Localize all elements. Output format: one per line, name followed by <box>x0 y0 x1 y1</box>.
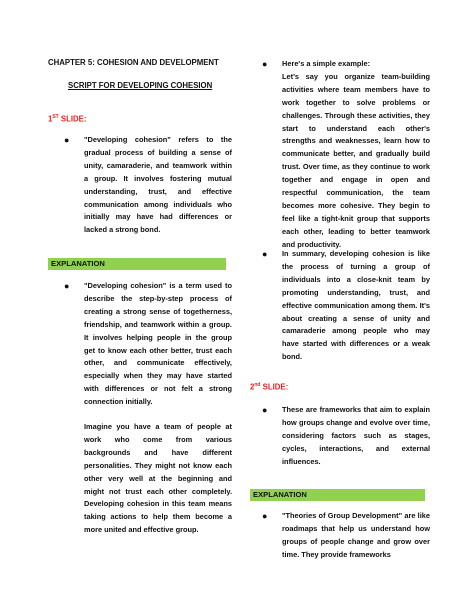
slide-1-suffix: SLIDE: <box>58 114 87 124</box>
imagine-paragraph: Imagine you have a team of people at work who come from various backgrounds and have different personalities. They might not know each other very well at the beginning and might not trust each other completely. Developing cohesion in this team means taking actions to help them become a more united and effective group. <box>84 422 232 535</box>
slide-1-superscript: ST <box>52 114 59 120</box>
bullet-dot-icon: ● <box>64 135 70 145</box>
explanation-heading-1: EXPLANATION <box>48 258 226 270</box>
slide-1-number: 1 <box>48 114 53 124</box>
theories-bullet-text: "Theories of Group Development" are like roadmaps that help us understand how groups of people change and grow over time. They provide frameworks <box>282 511 430 559</box>
bullet-dot-icon: ● <box>64 281 70 291</box>
bullet-dot-icon: ● <box>262 511 268 521</box>
summary-bullet <box>262 248 432 362</box>
slide-2-heading <box>250 382 288 392</box>
bullet-dot-icon: ● <box>262 249 268 259</box>
theories-bullet <box>262 510 432 570</box>
example-heading: Here's a simple example: <box>282 59 371 68</box>
bullet-dot-icon: ● <box>262 405 268 415</box>
slide-2-suffix: SLIDE: <box>260 382 289 392</box>
explanation-bullet-text: "Developing cohesion" is a term used to describe the step-by-step process of creating a strong sense of togetherness, friendship, and teamwork within a group. It involves helping people in the group get to know each other better, trust each other, and communicate effectively, especially when they may have started with differences or not felt a strong connection initially. <box>84 281 232 407</box>
slide-2-number: 2 <box>250 382 255 392</box>
explanation-bullet <box>64 280 232 415</box>
chapter-title: CHAPTER 5: COHESION AND DEVELOPMENT <box>48 58 219 67</box>
slide-2-bullet-text: These are frameworks that aim to explain how groups change and evolve over time, considering factors such as stages, cycles, interactions, and external influences. <box>282 405 430 466</box>
slide-2-superscript: nd <box>254 382 261 388</box>
example-body: Let's say you organize team-building activities where team members have to work together to solve problems or challenges. Through these activities, they start to understand each other's strengths and weaknesses, learn how to communicate better, and gradually build trust. Over time, as they continue to work together and engage in open and respectful communication, the team becomes more cohesive. They begin to feel like a tight-knit group that supports each other, leading to better teamwork and productivity. <box>282 71 430 249</box>
bullet-dot-icon: ● <box>262 59 268 69</box>
explanation-heading-2: EXPLANATION <box>250 489 425 501</box>
slide-1-heading <box>48 114 86 124</box>
example-text <box>282 58 430 252</box>
slide-2-bullet <box>262 404 432 474</box>
slide-1-bullet-text: "Developing cohesion" refers to the gradual process of building a sense of unity, camaraderie, and teamwork within a group. It involves fostering mutual understanding, trust, and effective communication among individuals who initially may have had differences or lacked a strong bond. <box>84 135 232 235</box>
summary-bullet-text: In summary, developing cohesion is like the process of turning a group of individuals into a close-knit team by promoting understanding, trust, and effective communication among them. It's about creating a sense of unity and camaraderie among people who may have started with differences or a weak bond. <box>282 249 430 362</box>
example-bullet <box>262 58 432 248</box>
slide-1-bullet <box>64 134 232 264</box>
script-title: SCRIPT FOR DEVELOPING COHESION <box>68 81 213 90</box>
